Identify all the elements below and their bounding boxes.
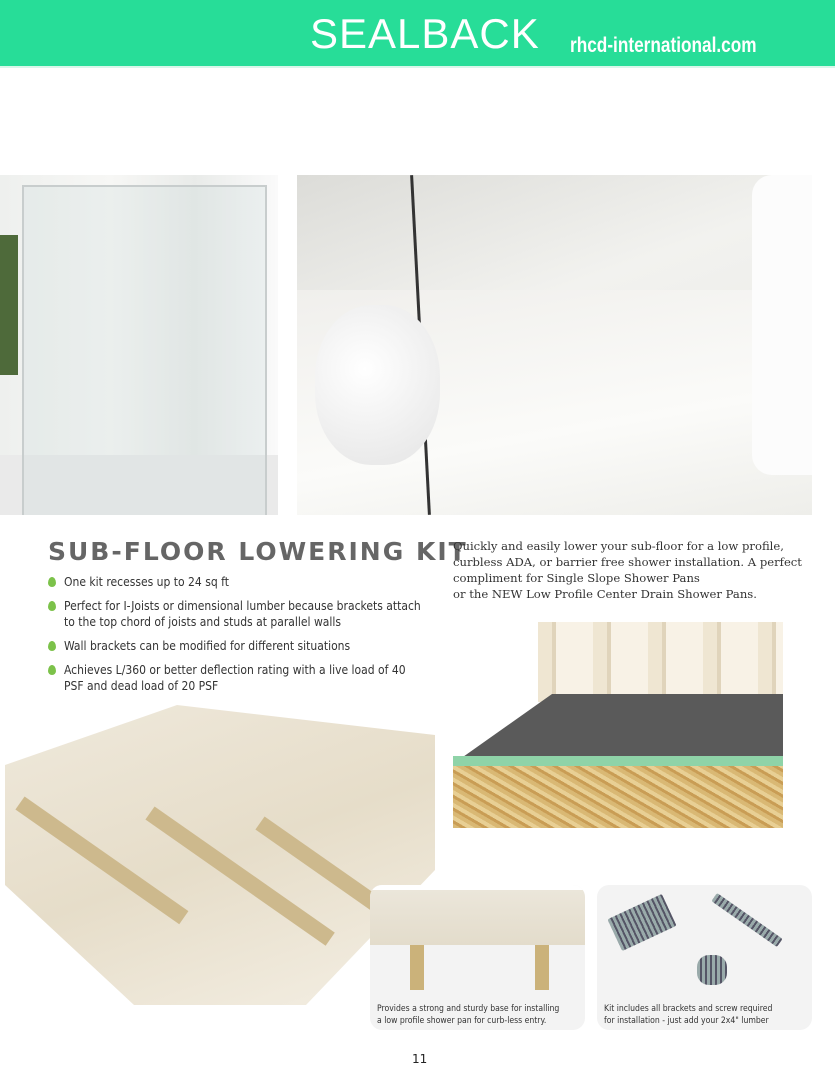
drop-icon bbox=[48, 641, 56, 651]
bracket bbox=[711, 893, 782, 947]
description bbox=[453, 538, 803, 602]
feature-text: One kit recesses up to 24 sq ft bbox=[64, 575, 229, 589]
shower-pan bbox=[453, 694, 783, 764]
section-title: SUB-FLOOR LOWERING KIT bbox=[48, 537, 468, 566]
card-caption bbox=[377, 1003, 559, 1027]
description-line: Quickly and easily lower your sub-floor for a low profile, bbox=[453, 539, 784, 553]
joist-leg bbox=[535, 945, 549, 990]
feature-item bbox=[48, 662, 428, 694]
drop-icon bbox=[48, 601, 56, 611]
feature-text: Achieves L/360 or better deflection rating with a live load of 40 PSF and dead load of 20 PSF bbox=[64, 663, 406, 693]
caption-line: Provides a strong and sturdy base for installing bbox=[377, 1004, 560, 1014]
sink bbox=[752, 175, 812, 475]
drop-icon bbox=[48, 665, 56, 675]
caption-line: for installation - just add your 2x4" lumber bbox=[604, 1016, 769, 1026]
membrane bbox=[453, 756, 783, 766]
website-link[interactable]: rhcd-international.com bbox=[570, 34, 757, 57]
subfloor-base-card bbox=[370, 885, 585, 1030]
drop-icon bbox=[48, 577, 56, 587]
caption-line: Kit includes all brackets and screw required bbox=[604, 1004, 773, 1014]
header-banner bbox=[0, 0, 835, 68]
glass-enclosure bbox=[22, 185, 267, 515]
caption-line: a low profile shower pan for curb-less entry. bbox=[377, 1016, 547, 1026]
screws bbox=[697, 955, 727, 985]
glass-shower-photo bbox=[0, 175, 278, 515]
brackets-image bbox=[597, 885, 812, 995]
description-line: curbless ADA, or barrier free shower installation. A perfect bbox=[453, 555, 802, 569]
garden-stool bbox=[315, 305, 440, 465]
installed-pan-framing-photo bbox=[453, 622, 783, 832]
feature-text: Perfect for I-Joists or dimensional lumber because brackets attach to the top chord of joists and studs at parallel walls bbox=[64, 599, 421, 629]
feature-text: Wall brackets can be modified for different situations bbox=[64, 639, 351, 653]
kit-contents-card bbox=[597, 885, 812, 1030]
window bbox=[0, 235, 18, 375]
feature-item bbox=[48, 598, 428, 630]
subfloor-base-image bbox=[370, 885, 585, 995]
feature-item bbox=[48, 574, 428, 590]
bracket bbox=[607, 894, 676, 951]
page-number: 11 bbox=[412, 1052, 428, 1066]
description-line: compliment for Single Slope Shower Pans bbox=[453, 571, 700, 585]
curbless-shower-photo bbox=[297, 175, 812, 515]
brand-logo: SEALBACK bbox=[310, 10, 540, 57]
joist-leg bbox=[410, 945, 424, 990]
feature-item bbox=[48, 638, 428, 654]
stud-walls bbox=[538, 622, 783, 702]
card-caption bbox=[604, 1003, 772, 1027]
feature-list bbox=[48, 574, 428, 702]
description-line: or the NEW Low Profile Center Drain Shower Pans. bbox=[453, 587, 757, 601]
osb-subfloor bbox=[453, 766, 783, 828]
